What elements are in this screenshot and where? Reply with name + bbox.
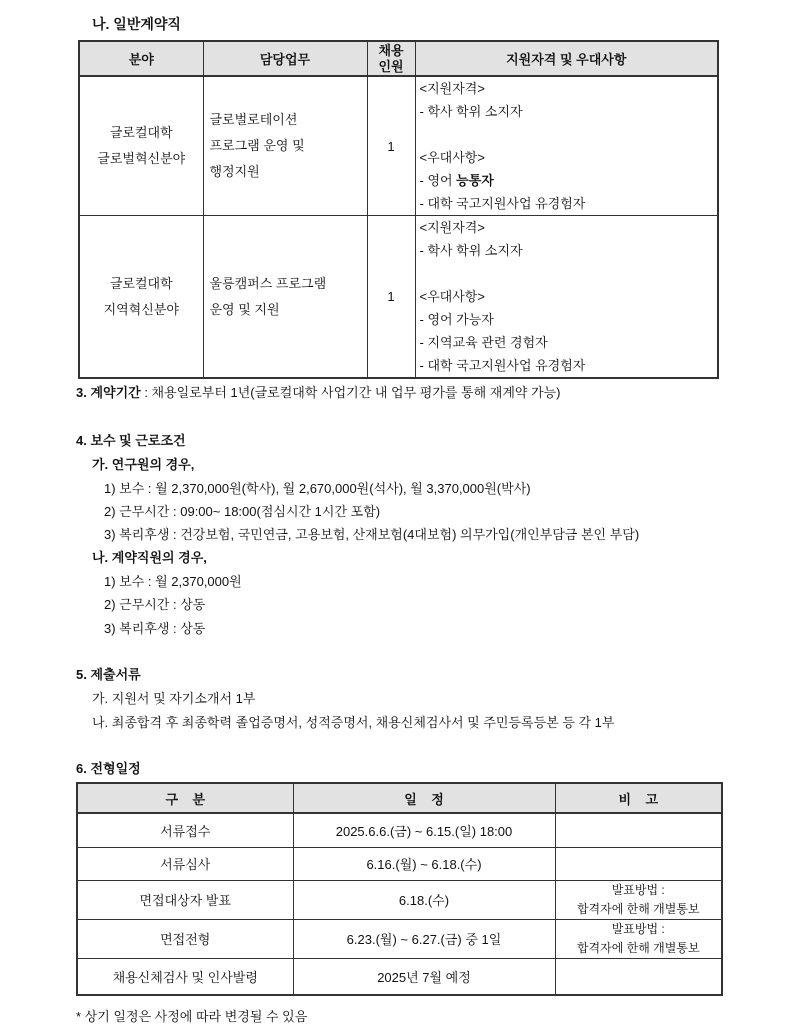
count-cell: 1: [367, 216, 415, 379]
list-item: 가. 지원서 및 자기소개서 1부: [92, 691, 256, 706]
pref-item: - 대학 국고지원사업 유경험자: [419, 196, 586, 211]
note-line: 발표방법 :: [611, 921, 665, 936]
field-cell: [79, 216, 203, 379]
field-line: 글로컬대학: [109, 125, 173, 140]
stage-cell: 채용신체검사 및 인사발령: [77, 958, 293, 995]
duty-cell: [203, 216, 367, 379]
field-line: 지역혁신분야: [103, 301, 179, 317]
pref-text: - 영어: [419, 173, 457, 188]
header-stage: 구 분: [77, 783, 293, 813]
header-count-line: 채용: [378, 42, 404, 58]
subsection-title: 나. 계약직원의 경우,: [92, 550, 207, 565]
table-row: [77, 880, 722, 919]
section-3: [76, 382, 561, 401]
list-item: 1) 보수 : 월 2,370,000원: [104, 574, 242, 589]
section-title: 계약기간: [90, 385, 141, 400]
pref-item: - 대학 국고지원사업 유경험자: [419, 358, 586, 373]
qual-item: - 학사 학위 소지자: [419, 243, 523, 258]
table-row: [79, 76, 718, 216]
table-row: [79, 216, 718, 379]
footnote: * 상기 일정은 사정에 따라 변경될 수 있음: [76, 1009, 308, 1024]
header-date: 일 정: [293, 783, 555, 813]
pref-bold: 능통자: [456, 173, 494, 188]
section-title: 4. 보수 및 근로조건: [76, 433, 186, 448]
duty-line: 글로벌로테이션: [209, 112, 298, 127]
list-item: 나. 최종합격 후 최종학력 졸업증명서, 성적증명서, 채용신체검사서 및 주민등록등본 등 각 1부: [92, 715, 615, 730]
contract-positions-table: [78, 40, 719, 379]
stage-cell: 서류접수: [77, 813, 293, 847]
section-number: 3.: [76, 385, 87, 400]
duty-cell: [203, 76, 367, 216]
date-cell: 6.18.(수): [293, 880, 555, 919]
date-cell: 2025.6.6.(금) ~ 6.15.(일) 18:00: [293, 813, 555, 847]
qualifications-cell: [415, 76, 718, 216]
pref-item: - 영어 가능자: [419, 312, 494, 327]
duty-line: 프로그램 운영 및: [209, 138, 305, 153]
stage-cell: 서류심사: [77, 847, 293, 880]
stage-cell: 면접대상자 발표: [77, 880, 293, 919]
note-line: 합격자에 한해 개별통보: [576, 940, 700, 955]
field-cell: [79, 76, 203, 216]
duty-line: 울릉캠퍼스 프로그램: [209, 275, 327, 291]
note-cell: [555, 813, 722, 847]
note-cell: [555, 880, 722, 919]
date-cell: 6.16.(월) ~ 6.18.(수): [293, 847, 555, 880]
header-qualifications: 지원자격 및 우대사항: [415, 41, 718, 76]
qual-title: <지원자격>: [419, 81, 485, 96]
header-count: [367, 41, 415, 76]
note-cell: [555, 919, 722, 958]
table-row: [77, 919, 722, 958]
header-note: 비 고: [555, 783, 722, 813]
table-row: [77, 813, 722, 847]
duty-line: 운영 및 지원: [209, 301, 280, 317]
note-line: 합격자에 한해 개별통보: [576, 901, 700, 916]
pref-title: <우대사항>: [419, 150, 485, 165]
section-title: 나. 일반계약직: [92, 16, 181, 32]
header-count-line: 인원: [378, 58, 404, 74]
list-item: 3) 복리후생 : 건강보험, 국민연금, 고용보험, 산재보험(4대보험) 의무가입(개인부담금 본인 부담): [104, 527, 640, 542]
date-cell: 6.23.(월) ~ 6.27.(금) 중 1일: [293, 919, 555, 958]
field-line: 글로벌혁신분야: [97, 151, 186, 166]
qualifications-cell: [415, 216, 718, 379]
table-row: [77, 958, 722, 995]
qual-title: <지원자격>: [419, 220, 485, 235]
count-cell: 1: [367, 76, 415, 216]
list-item: 1) 보수 : 월 2,370,000원(학사), 월 2,670,000원(석사), 월 3,370,000원(박사): [104, 481, 531, 496]
list-item: 3) 복리후생 : 상동: [104, 621, 206, 636]
subsection-title: 가. 연구원의 경우,: [92, 457, 195, 472]
header-duty: 담당업무: [203, 41, 367, 76]
pref-item: - 지역교육 관련 경험자: [419, 335, 548, 350]
note-cell: [555, 958, 722, 995]
stage-cell: 면접전형: [77, 919, 293, 958]
list-item: 2) 근무시간 : 09:00~ 18:00(점심시간 1시간 포함): [104, 504, 381, 519]
section-title: 5. 제출서류: [76, 667, 141, 682]
qual-item: - 학사 학위 소지자: [419, 104, 523, 119]
header-field: 분야: [79, 41, 203, 76]
field-line: 글로컬대학: [109, 275, 173, 291]
schedule-table: [76, 782, 723, 996]
section-text: : 채용일로부터 1년(글로컬대학 사업기간 내 업무 평가를 통해 재계약 가능): [140, 385, 561, 400]
list-item: 2) 근무시간 : 상동: [104, 597, 206, 612]
section-title: 6. 전형일정: [76, 761, 141, 776]
pref-item: [420, 169, 714, 192]
note-cell: [555, 847, 722, 880]
pref-title: <우대사항>: [419, 289, 485, 304]
table-row: [77, 847, 722, 880]
date-cell: 2025년 7월 예정: [293, 958, 555, 995]
note-line: 발표방법 :: [611, 882, 665, 897]
duty-line: 행정지원: [209, 164, 260, 179]
